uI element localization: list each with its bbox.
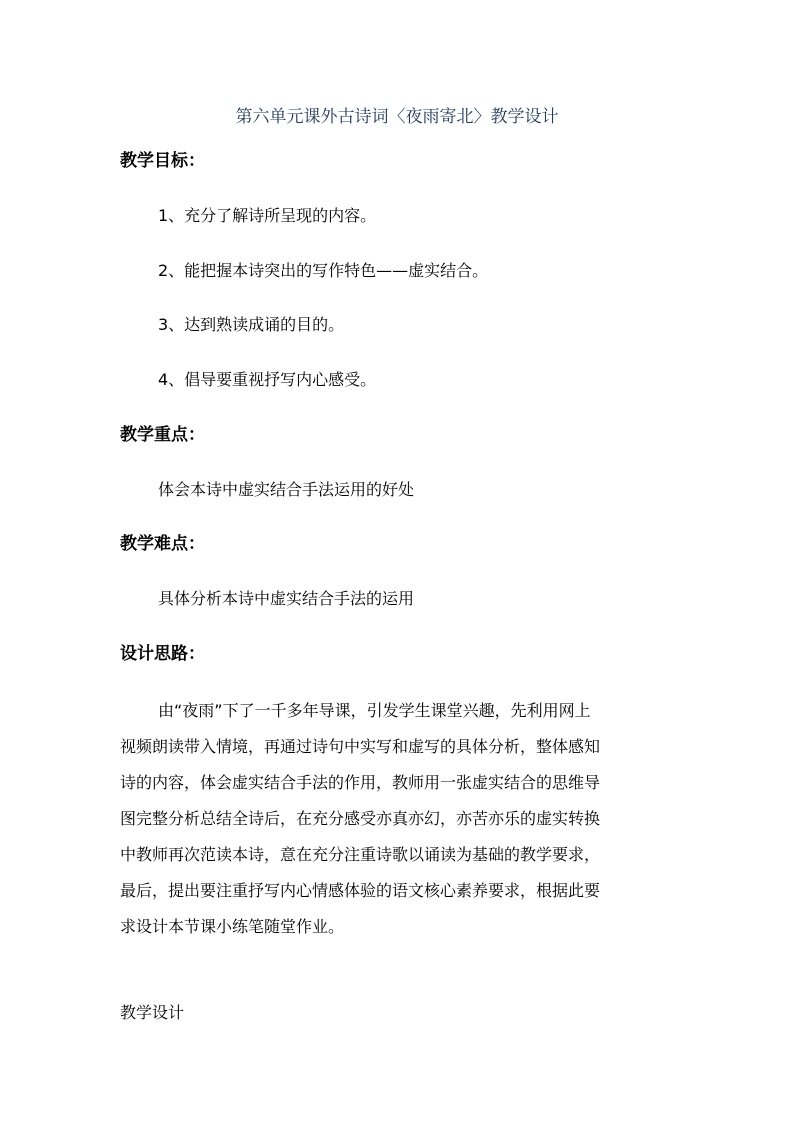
teaching-design-heading: 教学设计 <box>120 1003 185 1022</box>
objective-item-3: 3、达到熟读成诵的目的。 <box>158 315 345 334</box>
difficulties-text: 具体分析本诗中虚实结合手法的运用 <box>158 589 415 608</box>
objective-item-4: 4、倡导要重视抒写内心感受。 <box>158 370 377 389</box>
design-idea-paragraph <box>120 693 680 945</box>
paragraph-line: 中教师再次范读本诗，意在充分注重诗歌以诵读为基础的教学要求， <box>120 845 601 864</box>
paragraph-line: 由“夜雨”下了一千多年导课，引发学生课堂兴趣，先利用网上 <box>158 701 591 720</box>
key-points-heading: 教学重点： <box>120 425 205 445</box>
paragraph-line: 图完整分析总结全诗后，在充分感受亦真亦幻，亦苦亦乐的虚实转换 <box>120 809 601 828</box>
design-idea-heading: 设计思路： <box>120 644 205 664</box>
difficulties-heading: 教学难点： <box>120 534 205 554</box>
objectives-heading: 教学目标： <box>120 151 205 171</box>
objective-item-2: 2、能把握本诗突出的写作特色——虚实结合。 <box>158 261 489 280</box>
document-title: 第六单元课外古诗词〈夜雨寄北〉教学设计 <box>235 107 559 127</box>
key-points-text: 体会本诗中虚实结合手法运用的好处 <box>158 480 415 499</box>
objective-item-1: 1、充分了解诗所呈现的内容。 <box>158 206 377 225</box>
paragraph-line: 最后，提出要注重抒写内心情感体验的语文核心素养要求，根据此要 <box>120 881 601 900</box>
paragraph-line: 求设计本节课小练笔随堂作业。 <box>120 917 345 936</box>
paragraph-line: 诗的内容，体会虚实结合手法的作用，教师用一张虚实结合的思维导 <box>120 773 601 792</box>
paragraph-line: 视频朗读带入情境，再通过诗句中实写和虚写的具体分析，整体感知 <box>120 737 601 756</box>
